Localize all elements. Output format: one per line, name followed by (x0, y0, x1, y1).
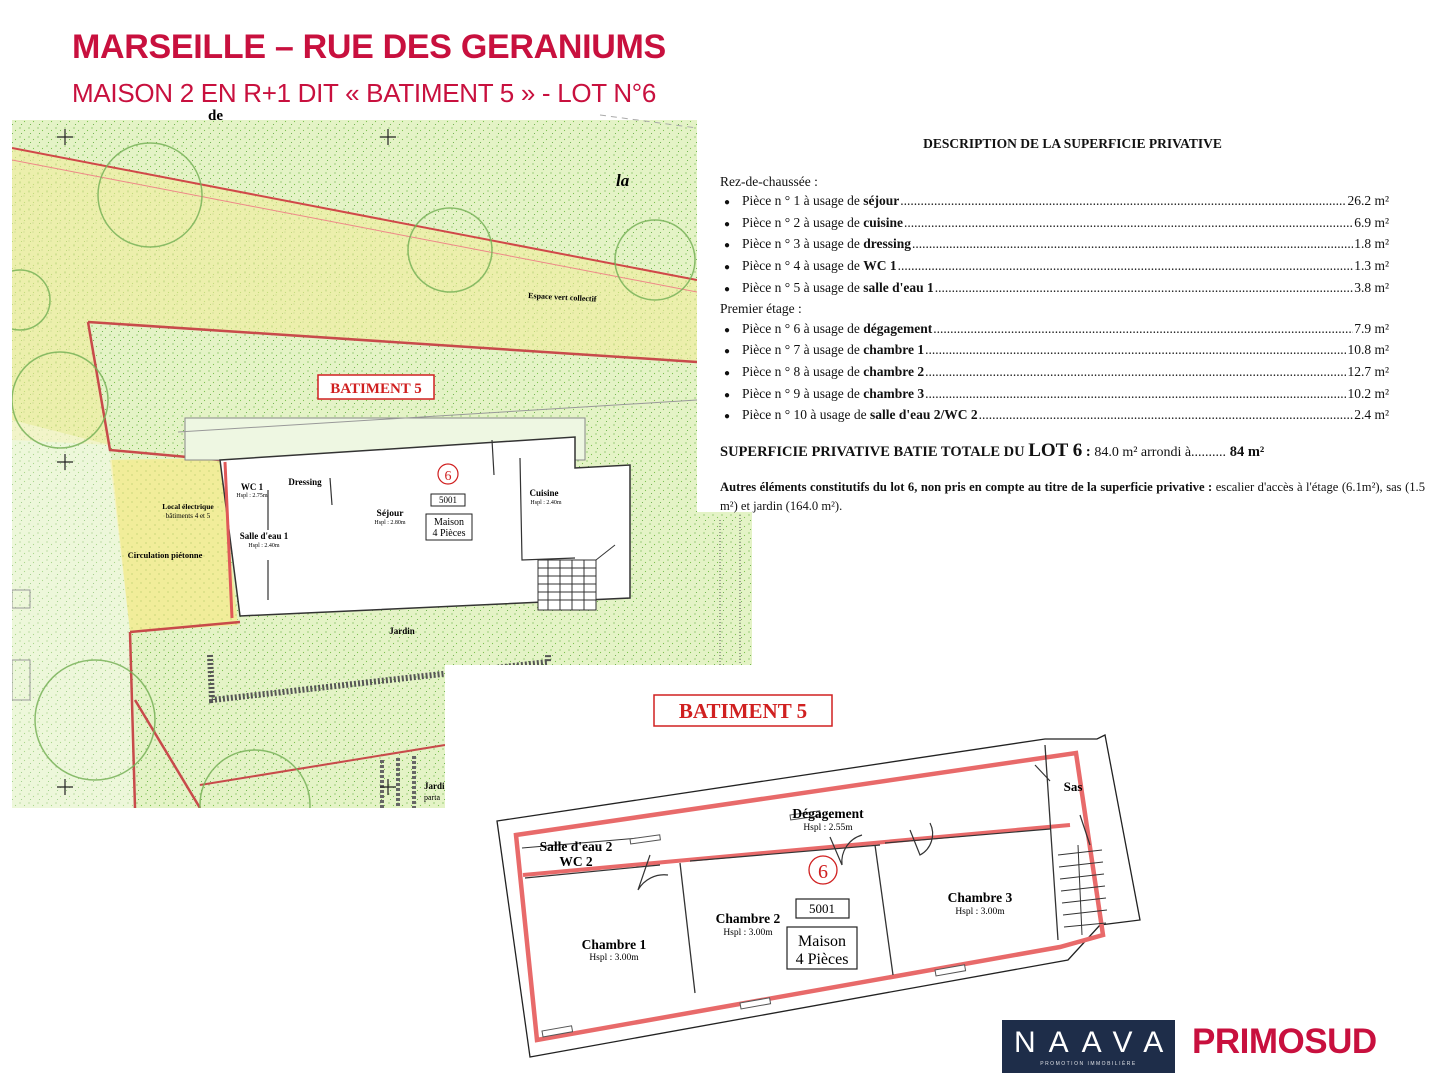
upper-floor-plan (490, 685, 1150, 1070)
room-chambre2: Chambre 2 (715, 911, 781, 926)
room-row: ● Pièce n ° 6 à usage de dégagement ..... 7.9 m² (720, 319, 1389, 341)
room-chambre1-height: Hspl : 3.00m (589, 953, 639, 963)
room-row: ● Pièce n ° 10 à usage de salle d'eau 2/WC 2 ..... 2.4 m² (720, 405, 1389, 427)
room-salle-eau1-height: Hspl : 2.40m (248, 543, 280, 549)
room-row: ● Pièce n ° 5 à usage de salle d'eau 1 ..... 3.8 m² (720, 278, 1389, 300)
naava-logo: NAAVA PROMOTION IMMOBILIÈRE (1002, 1020, 1175, 1073)
bullet-icon: ● (724, 197, 731, 209)
house-label: Maison (434, 517, 464, 528)
first-floor-heading: Premier étage : (720, 301, 802, 317)
room-degagement-height: Hspl : 2.55m (803, 823, 853, 833)
room-salle-eau1: Salle d'eau 1 (239, 531, 289, 541)
total-area: SUPERFICIE PRIVATIVE BATIE TOTALE DU LOT 6 : 84.0 m² arrondi à.......... 84 m² (720, 439, 1265, 461)
upper-house-label: Maison (798, 933, 846, 950)
surface-description (720, 134, 1425, 516)
electrical-room-sub: bâtiments 4 et 5 (165, 512, 211, 520)
bullet-icon: ● (724, 346, 731, 358)
bullet-icon: ● (724, 411, 731, 423)
bullet-icon: ● (724, 218, 731, 230)
bullet-icon: ● (724, 261, 731, 273)
lot-number: 6 (444, 469, 452, 484)
house-rooms: 4 Pièces (432, 528, 466, 539)
bullet-icon: ● (724, 324, 731, 336)
ground-floor-list (720, 191, 1425, 299)
electrical-room-label: Local électrique (162, 502, 214, 511)
description-title: DESCRIPTION DE LA SUPERFICIE PRIVATIVE (923, 136, 1222, 151)
building-label: BATIMENT 5 (330, 381, 422, 397)
shared-garden-sub: parta (424, 793, 440, 802)
upper-house-rooms: 4 Pièces (795, 951, 849, 968)
ground-floor-heading: Rez-de-chaussée : (720, 173, 818, 189)
room-row: ● Pièce n ° 2 à usage de cuisine ..... 6.9 m² (720, 213, 1389, 235)
shared-garden-label: Jardi (424, 781, 445, 791)
room-chambre2-height: Hspl : 3.00m (723, 928, 773, 938)
upper-building-label: BATIMENT 5 (678, 699, 808, 723)
room-degagement: Dégagement (792, 806, 864, 821)
room-row: ● Pièce n ° 7 à usage de chambre 1 ..... 10.8 m² (720, 340, 1389, 362)
page-title: MARSEILLE – RUE DES GERANIUMS (72, 28, 666, 66)
room-sejour: Séjour (376, 509, 404, 519)
street-fragment-la: la (616, 171, 630, 190)
garden-label: Jardin (389, 626, 415, 636)
primosud-logo: PRIMOSUD (1192, 1022, 1377, 1061)
room-wc2: WC 2 (559, 854, 593, 869)
room-row: ● Pièce n ° 9 à usage de chambre 3 ..... 10.2 m² (720, 384, 1389, 406)
other-elements: Autres éléments constitutifs du lot 6, non pris en compte au titre de la superficie privative : escalier d'accès à l'étage (6.1m²), sas (1.5 m²) et jardin (164.0 m²). (720, 480, 1426, 514)
room-sas: Sas (1063, 779, 1083, 794)
room-row: ● Pièce n ° 1 à usage de séjour ..... 26.2 m² (720, 191, 1389, 213)
bullet-icon: ● (724, 389, 731, 401)
room-wc1: WC 1 (240, 482, 264, 492)
room-dressing: Dressing (288, 477, 322, 487)
room-sejour-height: Hspl : 2.80m (374, 520, 406, 526)
green-area-label: Espace vert collectif (527, 291, 597, 304)
bullet-icon: ● (724, 283, 731, 295)
page-subtitle: MAISON 2 EN R+1 DIT « BATIMENT 5 » - LOT N°6 (72, 78, 657, 108)
upper-code: 5001 (809, 901, 835, 916)
upper-lot-number: 6 (818, 861, 828, 883)
bullet-icon: ● (724, 240, 731, 252)
first-floor-list (720, 319, 1425, 427)
room-chambre3: Chambre 3 (947, 890, 1013, 905)
room-cuisine-height: Hspl : 2.40m (530, 500, 562, 506)
room-row: ● Pièce n ° 3 à usage de dressing ..... 1.8 m² (720, 234, 1389, 256)
bullet-icon: ● (724, 367, 731, 379)
room-chambre1: Chambre 1 (581, 937, 647, 952)
code: 5001 (439, 495, 457, 505)
walkway-label: Circulation piétonne (127, 550, 203, 560)
room-row: ● Pièce n ° 4 à usage de WC 1 ..... 1.3 m² (720, 256, 1389, 278)
street-fragment-de: de (208, 108, 223, 124)
room-cuisine: Cuisine (529, 488, 559, 498)
room-chambre3-height: Hspl : 3.00m (955, 907, 1005, 917)
room-row: ● Pièce n ° 8 à usage de chambre 2 ..... 12.7 m² (720, 362, 1389, 384)
room-wc1-height: Hspl : 2.75m (236, 493, 268, 499)
room-salle-eau2: Salle d'eau 2 (539, 839, 613, 854)
